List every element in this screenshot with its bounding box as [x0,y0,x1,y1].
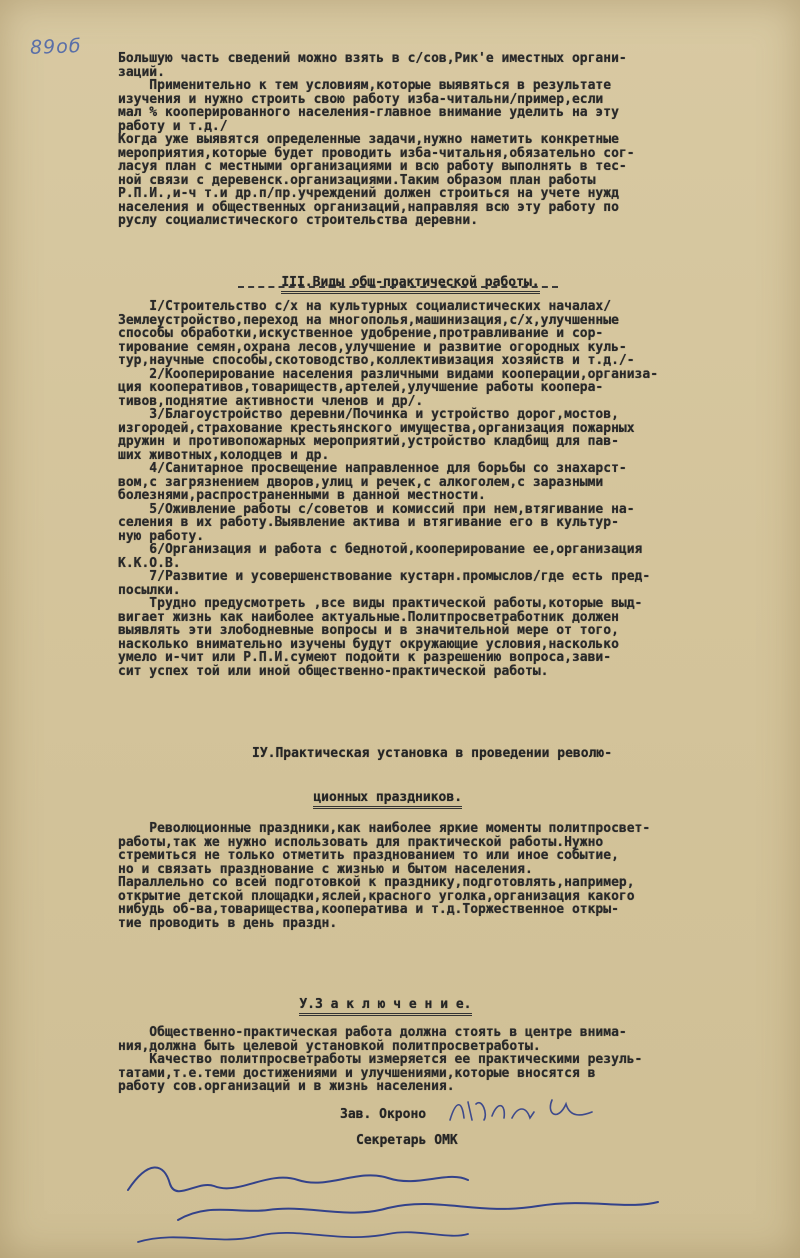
head-signature-title: Зав. Окроно [340,1107,427,1122]
archive-page-number: 89об [29,35,82,59]
section4-heading-line2: ционных праздников. [282,775,462,820]
secretary-signature-title: Секретарь ОМК [356,1133,458,1148]
section3-text: I/Строительство с/х на культурных социалистических началах/ Землеустройство,переход на многополья,машинизация,с/х,улучшенные способы обработки,искуственное удобрение,протравливание и сор- тирование семян,охрана лесов,улучшение и развитие огородных куль- тур,научные способы,скотоводство,коллективизация хозяйств и т.д./- 2/Кооперирование населения различными видами кооперации,организа- ция кооперативов,товариществ,артелей,улучшение работы коопера- тивов,поднятие активности членов и др/. 3/Благоустройство деревни/Починка и устройство дорог,мостов, изгородей,страхование крестьянского имущества,организация пожарных дружин и противопожарных мероприятий,устройство кладбищ для пав- ших животных,колодцев и др. 4/Санитарное просвещение направленное для борьбы со знахарст- вом,с загрязнением дворов,улиц и речек,с алкоголем,с заразными болезнями,распространенными в данной местности. 5/Оживление работы с/советов и комиссий при нем,втягивание на- селения в их работу.Выявление актива и втягивание его в культур- ную работу. 6/Организация и работа с беднотой,кооперирование ее,организация К.К.О.В. 7/Развитие и усовершенствование кустарн.промыслов/где есть пред- посылки. Трудно предусмотреть ,все виды практической работы,которые выд- вигает жизнь как наиболее актуальные.Политпросветработник должен выявлять эти злободневные вопросы и в значительной мере от того, насколько внимательно изучены будут окружающие условия,насколько умело и-чит или Р.П.И.сумеют подойти к разрешению вопроса,зави- сит успех той или иной общественно-практической работы. [118,299,659,679]
section5-text: Общественно-практическая работа должна стоять в центре внима- ния,должна быть целевой установкой политпросветработы. Качество политпросветработы измеряется ее практическими резуль- татами,т.е.теми достижениями и улучшениями,которые вносятся в работу сов.организаций и в жизнь населения. [118,1025,643,1094]
section4-heading-line1: IУ.Практическая установка в проведении револю- [252,746,613,761]
intro-text: Большую часть сведений можно взять в с/сов,Рик'е иместных органи- заций. Применительно к тем условиям,которые выявяться в результате изучения и нужно строить свою работу изба-читальни/пример,если мал % кооперированного населения-главное внимание уделить на эту работу и т.д./ Когда уже выявятся определенные задачи,нужно наметить конкретные мероприятия,которые будет проводить изба-читальня,обязательно сог- ласуя план с местными организациями и всю работу выполнять в тес- ной связи с деревенск.организациями.Таким образом план работы Р.П.И.,и-ч т.и др.п/пр.учреждений должен строиться на учете нужд населения и общественных организаций,направляя всю эту работу по руслу социалистического строительства деревни. [118,51,635,228]
section5-heading: У.З а к л ю ч е н и е. [268,982,472,1027]
head-signature-scribble [446,1094,596,1128]
section3-divider [238,286,558,288]
section4-text: Революционные праздники,как наиболее яркие моменты политпросвет- работы,так же нужно использовать для практической работы.Нужно стремиться не только отметить празднованием то или иное событие, но и связать празднование с жизнью и бытом населения. Параллельно со всей подготовкой к празднику,подготовлять,например, открытие детской площадки,яслей,красного уголка,организация какого нибудь об-ва,товарищества,кооператива и т.д.Торжественное откры- тие проводить в день праздн. [118,821,651,931]
handwritten-archive-note [118,1150,678,1250]
section3-heading: III.Виды общ-практической работы. [250,260,540,305]
